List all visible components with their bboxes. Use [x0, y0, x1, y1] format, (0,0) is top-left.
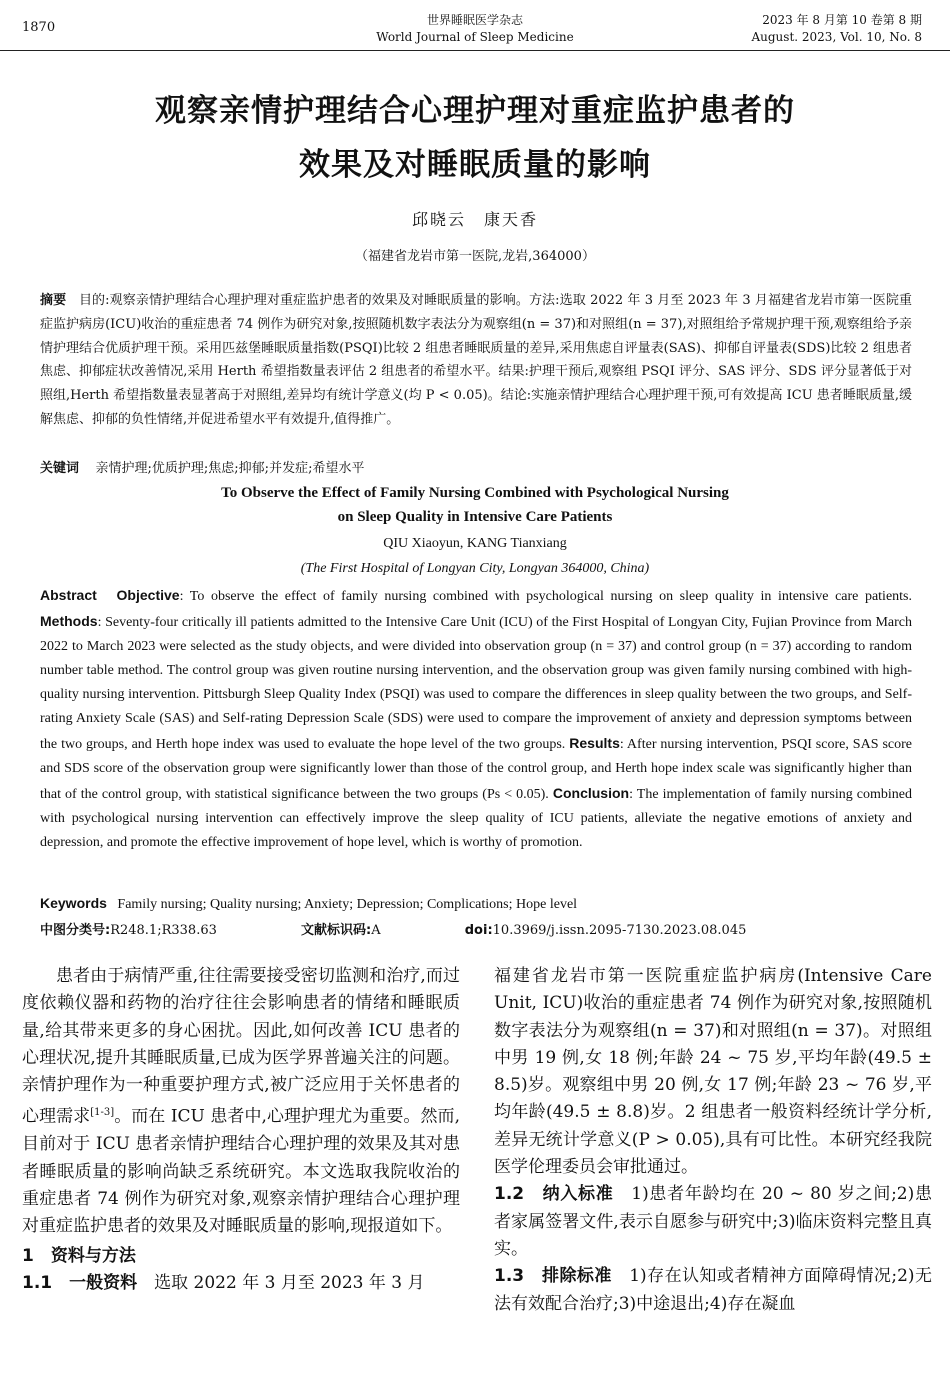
- subsection-1-1-text-a: 选取 2022 年 3 月至 2023 年 3 月: [137, 1272, 425, 1293]
- results-label: Results: [569, 735, 620, 751]
- clc-label: 中图分类号:: [40, 923, 111, 938]
- keywords-en: [40, 895, 912, 913]
- intro-paragraph: [22, 963, 460, 1241]
- objective-label: Objective: [116, 587, 180, 603]
- english-authors: QIU Xiaoyun, KANG Tianxiang: [383, 536, 567, 551]
- issue-info: [751, 12, 922, 46]
- subsection-1-2: [494, 1181, 932, 1263]
- abstract-cn-text: 目的:观察亲情护理结合心理护理对重症监护患者的效果及对睡眠质量的影响。方法:选取 2022 年 3 月至 2023 年 3 月福建省龙岩市第一医院重症监护病房(ICU)收治的重症患者 74 例作为研究对象,按照随机数字表法分为观察组(n = 37)和对照组(n = 37),对照组给予常规护理干预,观察组给予亲情护理结合优质护理干预。采用匹兹堡睡眠质量指数(PSQI)比较 2 组患者睡眠质量的差异,采用焦虑自评量表(SAS)、抑郁自评量表(SDS)比较 2 组患者焦虑、抑郁症状改善情况,采用 Herth 希望指数量表评估 2 组患者的希望水平。结果:护理干预后,观察组 PSQI 评分、SAS 评分、SDS 评分显著低于对照组,Herth 希望指数量表显著高于对照组,差异均有统计学意义(均 P < 0.05)。结论:实施亲情护理结合心理护理干预,可有效提高 ICU 患者睡眠质量,缓解焦虑、抑郁的负性情绪,并促进希望水平有效提升,值得推广。: [40, 293, 912, 427]
- subsection-1-1-cont: 福建省龙岩市第一医院重症监护病房(Intensive Care Unit, ICU)收治的重症患者 74 例作为研究对象,按照随机数字表法分为观察组(n = 37)和对照组(n = 37)。对照组中男 19 例,女 18 例;年龄 24 ~ 75 岁,平均年龄(49.5 ± 8.5)岁。观察组中男 20 例,女 17 例;年龄 23 ~ 76 岁,平均年龄(49.5 ± 8.8)岁。2 组患者一般资料经统计学分析,差异无统计学意义(P > 0.05),具有可比性。本研究经我院医学伦理委员会审批通过。: [494, 966, 932, 1178]
- intro-citation: [1-3]: [90, 1107, 115, 1119]
- intro-text-a: 患者由于病情严重,往往需要接受密切监测和治疗,而过度依赖仪器和药物的治疗往往会影响患者的情绪和睡眠质量,给其带来更多的身心困扰。因此,如何改善 ICU 患者的心理状况,提升其睡眠质量,已成为医学界普遍关注的问题。亲情护理作为一种重要护理方式,被广泛应用于关怀患者的心理需求: [22, 966, 460, 1128]
- journal-name-en: World Journal of Sleep Medicine: [376, 30, 574, 44]
- issue-cn: 2023 年 8 月第 10 卷第 8 期: [762, 13, 922, 27]
- english-title-line2: on Sleep Quality in Intensive Care Patients: [337, 509, 613, 525]
- conclusion-text: : The implementation of family nursing combined with psychological nursing intervention can effectively improve the sleep quality of ICU patients, alleviate the negative emotions of anxiety and depression, and promote the effective improvement of hope level, which is worthy of promotion.: [40, 787, 913, 850]
- subsection-1-2-label: 1.2 纳入标准: [494, 1184, 614, 1205]
- subsection-1-2-text: 1)患者年龄均在 20 ~ 80 岁之间;2)患者家属签署文件,表示自愿参与研究中;3)临床资料完整且真实。: [494, 1184, 932, 1259]
- doi-value: 10.3969/j.issn.2095-7130.2023.08.045: [492, 923, 747, 938]
- doi: [465, 923, 787, 938]
- journal-name-cn: 世界睡眠医学杂志: [426, 13, 523, 27]
- english-affiliation: (The First Hospital of Longyan City, Longyan 364000, China): [300, 561, 650, 576]
- methods-text: : Seventy-four critically ill patients admitted to the Intensive Care Unit (ICU) of the First Hospital of Longyan City, Fujian Province from March 2022 to March 2023 were selected as the study objects, and were divided into observation group (n = 37) and control group (n = 37) according to random number table method. The control group was given routine nursing intervention, and the observation group was given family nursing combined with high-quality nursing intervention. Pittsburgh Sleep Quality Index (PSQI) was used to compare the differences in sleep quality between the two groups, and Self-rating Anxiety Scale (SAS) and Self-rating Depression Scale (SDS) were used to compare the improvement of anxiety and depression symptoms between the two groups, and Herth hope index was used to evaluate the hope level of the two groups.: [40, 615, 912, 752]
- subsection-1-3-text: 1)存在认知或者精神方面障碍情况;2)无法有效配合治疗;3)中途退出;4)存在凝血: [494, 1266, 932, 1314]
- keywords-cn-text: 亲情护理;优质护理;焦虑;抑郁;并发症;希望水平: [95, 461, 365, 476]
- abstract-cn: [40, 289, 912, 432]
- doi-label: doi:: [464, 923, 493, 938]
- running-header: [0, 10, 950, 51]
- doc-value: A: [371, 923, 381, 938]
- doc-code: [301, 923, 421, 938]
- keywords-en-label: Keywords: [40, 895, 107, 911]
- clc-code: [40, 923, 257, 938]
- authors: 邱晓云 康天香: [411, 210, 538, 229]
- subsection-1-3: [494, 1263, 932, 1318]
- keywords-cn-label: 关键词: [40, 461, 80, 476]
- english-title: [0, 481, 950, 529]
- body-column-left: [22, 963, 460, 1297]
- clc-value: R248.1;R338.63: [110, 923, 217, 938]
- article-title-line1: 观察亲情护理结合心理护理对重症监护患者的: [155, 93, 795, 129]
- conclusion-label: Conclusion: [552, 785, 630, 801]
- keywords-en-text: Family nursing; Quality nursing; Anxiety; Depression; Complications; Hope level: [117, 897, 578, 912]
- keywords-cn: [40, 457, 912, 476]
- abstract-cn-label: 摘要: [40, 293, 67, 308]
- affiliation: （福建省龙岩市第一医院,龙岩,364000）: [355, 249, 595, 264]
- results-text: : After nursing intervention, PSQI score, SAS score and SDS score of the observation group were significantly lower than those of the control group, and Herth hope index scale was significantly higher than that of the control group, with statistical significance between the two groups (Ps < 0.05).: [40, 737, 912, 802]
- abstract-en: [40, 583, 912, 855]
- abstract-en-label: Abstract: [40, 587, 97, 603]
- subsection-1-3-label: 1.3 排除标准: [494, 1266, 612, 1287]
- body-column-right: [494, 963, 932, 1318]
- article-title-line2: 效果及对睡眠质量的影响: [299, 147, 651, 183]
- english-title-line1: To Observe the Effect of Family Nursing Combined with Psychological Nursing: [221, 485, 729, 501]
- subsection-1-1: [22, 1270, 460, 1297]
- classification-line: [40, 919, 912, 938]
- issue-en: August. 2023, Vol. 10, No. 8: [751, 30, 922, 44]
- objective-text: : To observe the effect of family nursing combined with psychological nursing on sleep quality in intensive care patients.: [179, 589, 913, 604]
- methods-label: Methods: [40, 613, 98, 629]
- section-heading-1: 1 资料与方法: [22, 1245, 136, 1266]
- doc-label: 文献标识码:: [301, 923, 372, 938]
- subsection-1-1-label: 1.1 一般资料: [22, 1272, 138, 1293]
- page-number: 1870: [22, 20, 56, 35]
- intro-text-b: 。而在 ICU 患者中,心理护理尤为重要。然而,目前对于 ICU 患者亲情护理结合心理护理的效果及其对患者睡眠质量的影响尚缺乏系统研究。本文选取我院收治的重症患者 74 例作为研究对象,观察亲情护理结合心理护理对重症监护患者的效果及对睡眠质量的影响,现报道如下。: [22, 1107, 460, 1237]
- article-title: [0, 84, 950, 192]
